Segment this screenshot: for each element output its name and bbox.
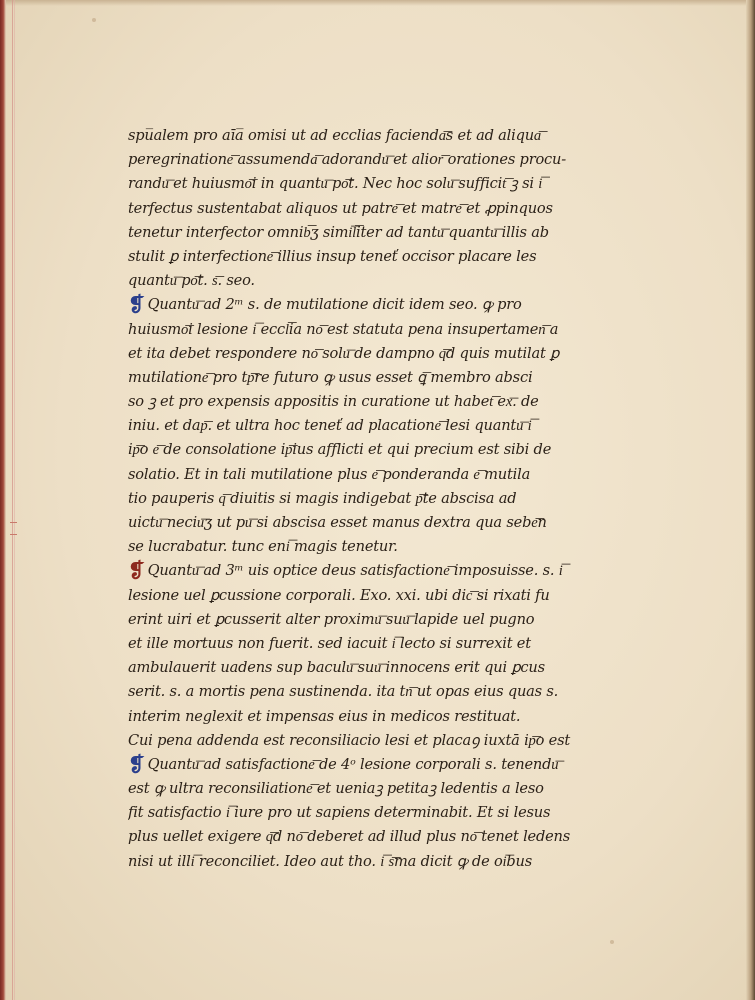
manuscript-line [128, 753, 668, 777]
margin-ruling-line [12, 0, 13, 1000]
manuscript-line-text: interim neglexit et impensas eius in medicos restituat. [128, 707, 521, 725]
manuscript-line [128, 172, 668, 196]
manuscript-line-text: nisi ut illi͞ reconciliet. Ideo aut tho. i͞ s͞ma dicit ꝙ de oi͞bus [128, 852, 533, 870]
manuscript-line-text: Quantu͞ ad satisfactione͞ de 4ᵒ lesione corporali s. tenendu͞ [147, 755, 559, 773]
manuscript-line [128, 850, 668, 874]
manuscript-line [128, 584, 668, 608]
manuscript-line-text: randu͞ et huiusmo͞i in quantu͞ po͞t. Nec hoc solu͞ sufficit͞ ꝫ si i͞ [128, 175, 543, 193]
manuscript-line [128, 705, 668, 729]
manuscript-line [128, 221, 668, 245]
top-edge-shadow [0, 0, 755, 6]
manuscript-line [128, 414, 668, 438]
paragraph-mark-icon: ❡ [128, 293, 145, 317]
manuscript-line [128, 197, 668, 221]
manuscript-line-text: mutilatione͞ pro tp͞re futuro ꝙ usus esset ꝗ͞ membro absci [128, 368, 533, 386]
manuscript-line [128, 293, 668, 317]
manuscript-line [128, 148, 668, 172]
manuscript-line [128, 656, 668, 680]
manuscript-line-text: quantu͞ po͞t. s͞. seo. [128, 272, 255, 290]
manuscript-line-text: serit. s. a mortis pena sustinenda. ita tn͞ ut opas eius quas s. [128, 683, 559, 701]
manuscript-line [128, 245, 668, 269]
manuscript-line [128, 318, 668, 342]
manuscript-line-text: se lucrabatur. tunc eni͞ magis tenetur. [128, 538, 398, 556]
manuscript-line-text: ambulauerit uadens sup baculu͞ suu͞ innocens erit qui ꝑcus [128, 659, 545, 677]
manuscript-line-text: huiusmo͞i lesione i͞ eccl͞ia no͞ est statuta pena insupertamen͞ a [128, 320, 559, 338]
manuscript-line-text: lesione uel ꝑcussione corporali. Exo. xxi. ubi dic͞ si rixati fu [128, 586, 550, 604]
parchment-blemish [92, 18, 96, 22]
parchment-blemish [610, 940, 614, 944]
binding-edge [0, 0, 6, 1000]
manuscript-line [128, 632, 668, 656]
manuscript-line-text: Cui pena addenda est reconsiliacio lesi et placaꝯ iuxtā ip͞o est [128, 731, 571, 749]
manuscript-line [128, 463, 668, 487]
manuscript-line [128, 269, 668, 293]
manuscript-line-text: erint uiri et ꝑcusserit alter proximu͞ suu͞ lapide uel pugno [128, 610, 535, 628]
manuscript-text-block [128, 124, 668, 874]
manuscript-line-text: stulit ꝑ interfectione͞ illius insup teneť occisor placare les [128, 247, 537, 265]
manuscript-line-text: est ꝙ ultra reconsiliatione͞ et ueniaꝫ petitaꝫ ledentis a leso [128, 780, 544, 798]
page-fore-edge [746, 0, 755, 1000]
manuscript-line-text: tio pauperis q͞ diuitis si magis indigebat p͞te abscisa ad [128, 489, 517, 507]
manuscript-line-text: peregrinatione͞ assumenda͞ adorandu͞ et alior͞ orationes procu- [128, 151, 566, 169]
manuscript-line-text: uictu͞ neciu͞ʒ ut pu͞ si abscisa esset manus dextra qua sebe͞n [128, 514, 547, 531]
manuscript-line [128, 342, 668, 366]
manuscript-line [128, 559, 668, 583]
manuscript-line [128, 801, 668, 825]
manuscript-line-text: iniu. et dap͞. et ultra hoc teneť ad placatione͞ lesi quantu͞ i͞ [128, 417, 532, 435]
margin-tick [10, 534, 17, 535]
manuscript-line-text: plus uellet exigere q͞d no͞ deberet ad illud plus no͞ tenet ledens [128, 828, 571, 846]
paragraph-mark-icon: ❡ [128, 752, 145, 776]
manuscript-line [128, 366, 668, 390]
manuscript-line-text: tenetur interfector omnib͞ʒ simi͞l͞iter ad tantu͞ quantu͞ illis ab [128, 223, 549, 241]
manuscript-line-text: et ita debet respondere no͞ solu͞ de dampno q͞d quis mutilat ꝑ [128, 344, 560, 362]
manuscript-line-text: terfectus sustentabat aliquos ut patre͞ et matre͞ et ꝓpinquos [128, 199, 553, 217]
manuscript-line [128, 729, 668, 753]
manuscript-line [128, 680, 668, 704]
margin-ruling-line [14, 0, 15, 1000]
manuscript-line-text: solatio. Et in tali mutilatione plus e͞ ponderanda e͞ mutila [128, 465, 531, 483]
manuscript-line-text: spu̅alem pro aīa̅ omisi ut ad ecclias facienda͞s et ad aliqua͞ [128, 127, 542, 144]
manuscript-line-text: et ille mortuus non fuerit. sed iacuit i͞ lecto si surrexit et [128, 634, 531, 652]
manuscript-line-text: Quantu͞ ad 2ᵐ s. de mutilatione dicit idem seo. ꝙ pro [147, 296, 522, 314]
margin-tick [10, 522, 17, 523]
manuscript-line [128, 438, 668, 462]
manuscript-line-text: ip͞o e͞ de consolatione ip͞ius afflicti et qui precium est sibi de [128, 441, 552, 459]
manuscript-line [128, 124, 668, 148]
manuscript-line-text: so ꝫ et pro expensis appositis in curatione ut habet͞ ex͞. de [128, 393, 539, 411]
manuscript-line [128, 608, 668, 632]
paragraph-mark-icon: ❡ [128, 559, 145, 583]
manuscript-line [128, 390, 668, 414]
manuscript-line [128, 511, 668, 535]
manuscript-line [128, 535, 668, 559]
manuscript-line [128, 487, 668, 511]
manuscript-line [128, 777, 668, 801]
manuscript-line-text: fit satisfactio i͞ iure pro ut sapiens determinabit. Et si lesus [128, 804, 551, 822]
manuscript-line-text: Quantu͞ ad 3ᵐ uis optice deus satisfactione͞ imposuisse. s. i͞ [147, 562, 563, 580]
manuscript-line [128, 825, 668, 849]
